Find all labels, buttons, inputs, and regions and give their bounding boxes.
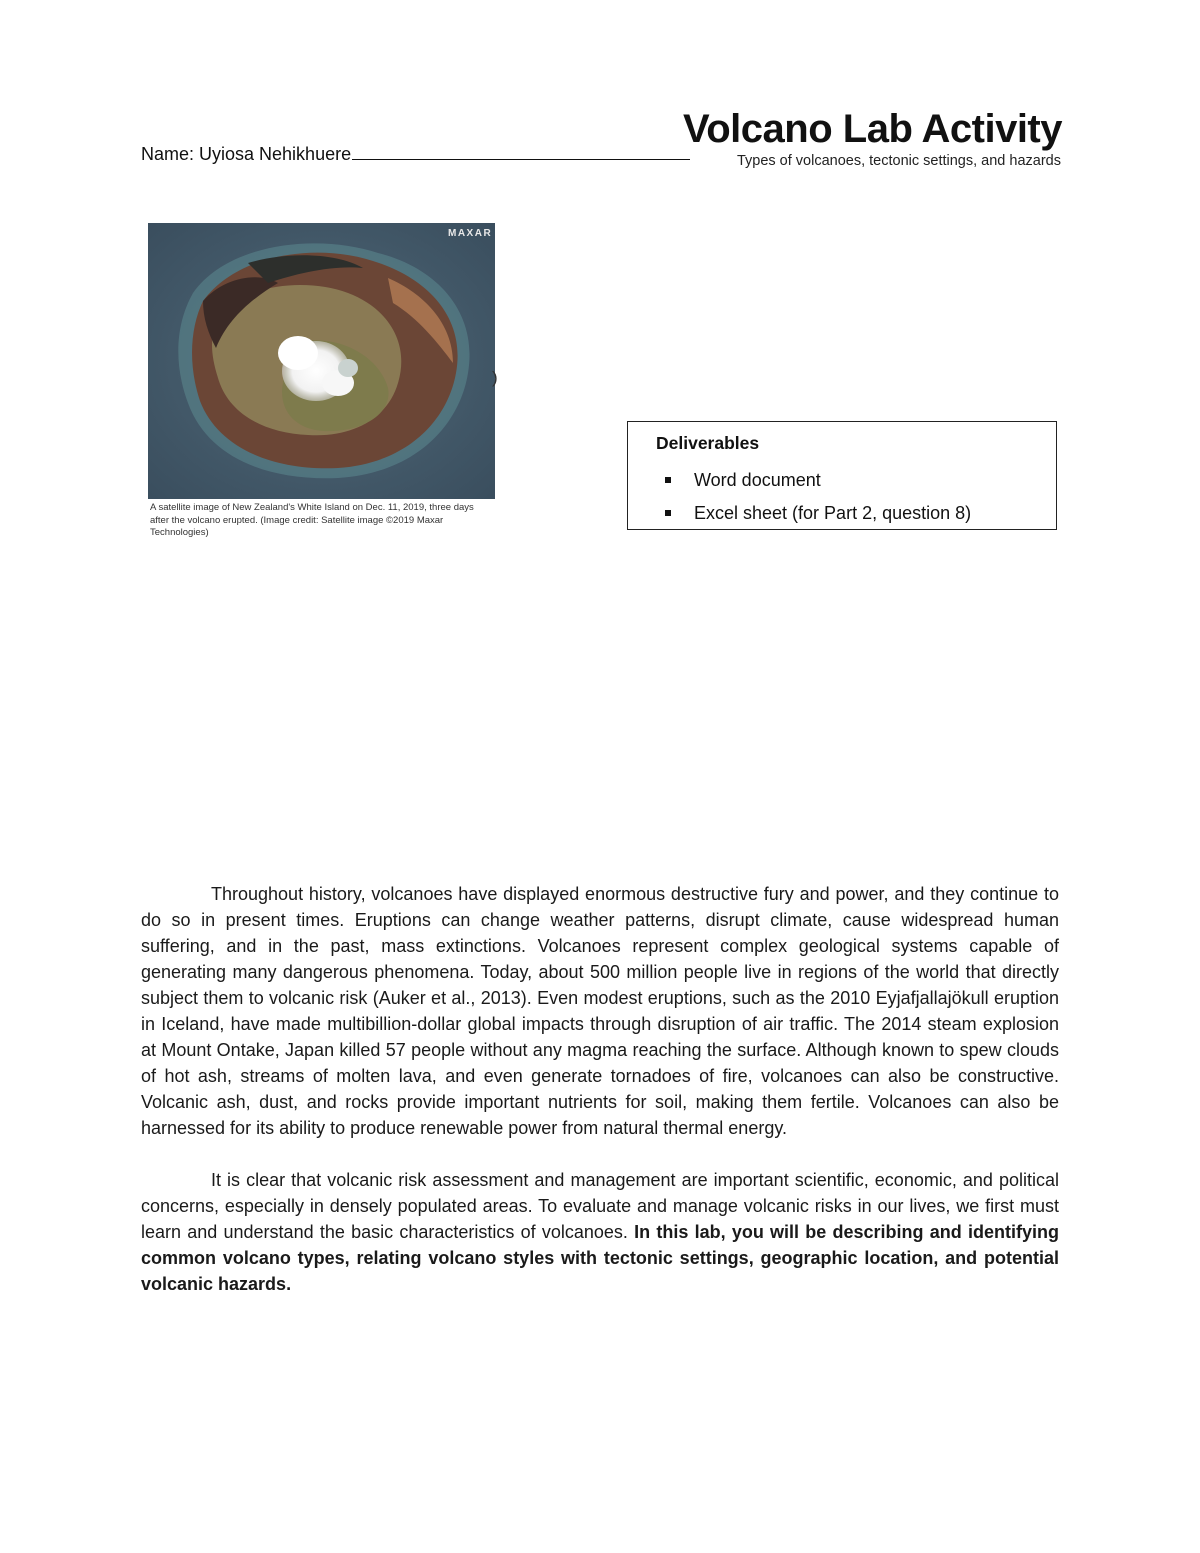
document-subtitle: Types of volcanoes, tectonic settings, and hazards: [736, 153, 1061, 169]
deliverable-item-label: Word document: [694, 470, 821, 490]
deliverables-box: [627, 421, 1057, 530]
deliverable-item: [658, 464, 971, 497]
square-bullet-icon: [665, 477, 671, 483]
deliverable-item: [658, 497, 971, 530]
objective-emphasis: In this lab, you will be describing and identifying common volcano types, relating volcano styles with tectonic settings, geographic location, and potential volcanic hazards.: [141, 1222, 1059, 1294]
maxar-logo: MAXAR: [448, 228, 493, 239]
deliverable-item-label: Excel sheet (for Part 2, question 8): [694, 503, 972, 523]
body-text: [141, 881, 1059, 1297]
deliverables-heading: Deliverables: [656, 433, 760, 453]
intro-paragraph: Throughout history, volcanoes have displayed enormous destructive fury and power, and they continue to do so in present times. Eruptions can change weather patterns, disrupt climate, cause widespread human suffering, and in the past, mass extinctions. Volcanoes represent complex geological systems capable of generating many dangerous phenomena. Today, about 500 million people live in regions of the world that directly subject them to volcanic risk (Auker et al., 2013). Even modest eruptions, such as the 2010 Eyjafjallajökull eruption in Iceland, have made multibillion-dollar global impacts through disruption of air traffic. The 2014 steam explosion at Mount Ontake, Japan killed 57 people without any magma reaching the surface. Although known to spew clouds of hot ash, streams of molten lava, and even generate tornadoes of fire, volcanoes can also be constructive. Volcanic ash, dust, and rocks provide important nutrients for soil, making them fertile. Volcanoes can also be harnessed for its ability to produce renewable power from natural thermal energy.: [141, 884, 1059, 1138]
square-bullet-icon: [665, 510, 671, 516]
document-title: Volcano Lab Activity: [683, 107, 1062, 151]
stray-text-mark: ): [492, 368, 498, 387]
satellite-image: [148, 223, 495, 499]
student-name-label: Name: Uyiosa Nehikhuere: [141, 144, 352, 164]
objective-paragraph: [141, 1167, 1059, 1297]
image-caption: A satellite image of New Zealand's White Island on Dec. 11, 2019, three days after the volcano erupted. (Image credit: Satellite image ©2019 Maxar Technologies): [150, 502, 474, 538]
deliverables-list: [658, 464, 971, 530]
objective-text: It is clear that volcanic risk assessment and management are important scientific, economic, and political concerns, especially in densely populated areas. To evaluate and manage volcanic risks in our lives, we first must learn and understand the basic characteristics of volcanoes.: [141, 1170, 1059, 1242]
